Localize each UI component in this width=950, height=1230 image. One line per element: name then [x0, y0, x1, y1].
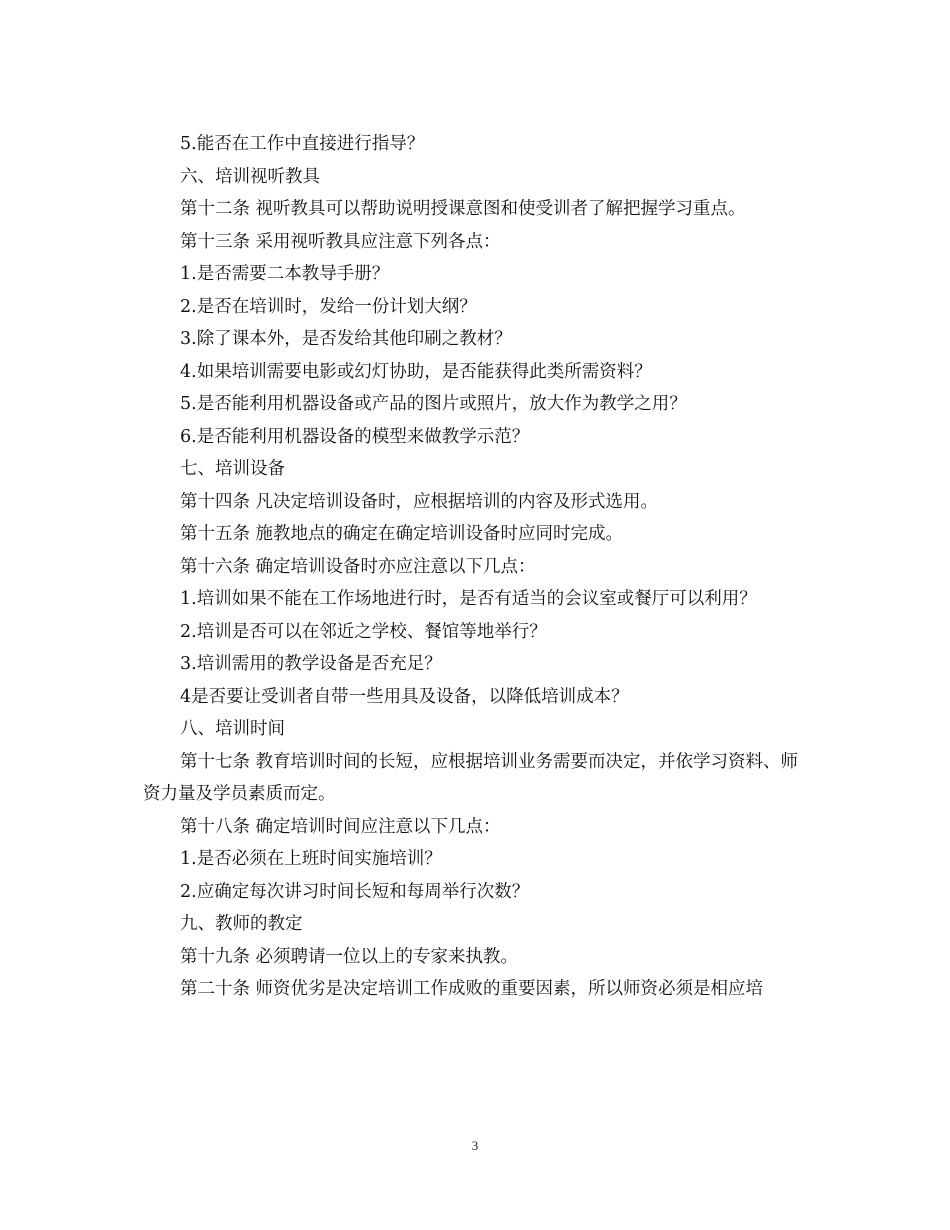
paragraph: 第十四条 凡决定培训设备时，应根据培训的内容及形式选用。	[180, 491, 659, 512]
paragraph: 1.培训如果不能在工作场地进行时，是否有适当的会议室或餐厅可以利用？	[180, 589, 757, 609]
paragraph: 3.培训需用的教学设备是否充足？	[180, 654, 442, 674]
paragraph: 2.培训是否可以在邻近之学校、餐馆等地举行？	[180, 621, 547, 642]
page-number: 3	[471, 1138, 479, 1153]
paragraph: 七、培训设备	[180, 459, 285, 479]
paragraph: 第十三条 采用视听教具应注意下列各点：	[180, 231, 501, 252]
document-body	[143, 128, 807, 1006]
paragraph: 第十五条 施教地点的确定在确定培训设备时应同时完成。	[180, 524, 624, 544]
paragraph: 2.是否在培训时，发给一份计划大纲？	[180, 296, 477, 317]
paragraph: 第十七条 教育培训时间的长短，应根据培训业务需要而决定，并依学习资料、师资力量及学员素质而定。	[143, 751, 799, 804]
paragraph: 6.是否能利用机器设备的模型来做教学示范？	[180, 426, 530, 447]
paragraph: 第十二条 视听教具可以帮助说明授课意图和使受训者了解把握学习重点。	[180, 199, 746, 219]
paragraph: 1.是否必须在上班时间实施培训？	[180, 849, 442, 869]
paragraph: 4.如果培训需要电影或幻灯协助，是否能获得此类所需资料？	[180, 361, 652, 382]
paragraph: 4是否要让受训者自带一些用具及设备，以降低培训成本？	[180, 686, 629, 707]
paragraph: 1.是否需要二本教导手册？	[180, 264, 390, 284]
paragraph: 六、培训视听教具	[180, 166, 320, 187]
paragraph: 第十六条 确定培训设备时亦应注意以下几点：	[180, 556, 536, 577]
paragraph: 第二十条 师资优劣是决定培训工作成败的重要因素，所以师资必须是相应培	[180, 979, 764, 999]
paragraph: 第十九条 必须聘请一位以上的专家来执教。	[180, 946, 519, 967]
paragraph: 九、教师的教定	[180, 914, 303, 934]
paragraph: 第十八条 确定培训时间应注意以下几点：	[180, 816, 501, 837]
paragraph: 5.是否能利用机器设备或产品的图片或照片，放大作为教学之用？	[180, 394, 687, 414]
paragraph: 5.能否在工作中直接进行指导？	[180, 134, 425, 154]
paragraph: 3.除了课本外，是否发给其他印刷之教材？	[180, 329, 512, 349]
paragraph: 2.应确定每次讲习时间长短和每周举行次数？	[180, 881, 530, 902]
paragraph: 八、培训时间	[180, 719, 285, 739]
